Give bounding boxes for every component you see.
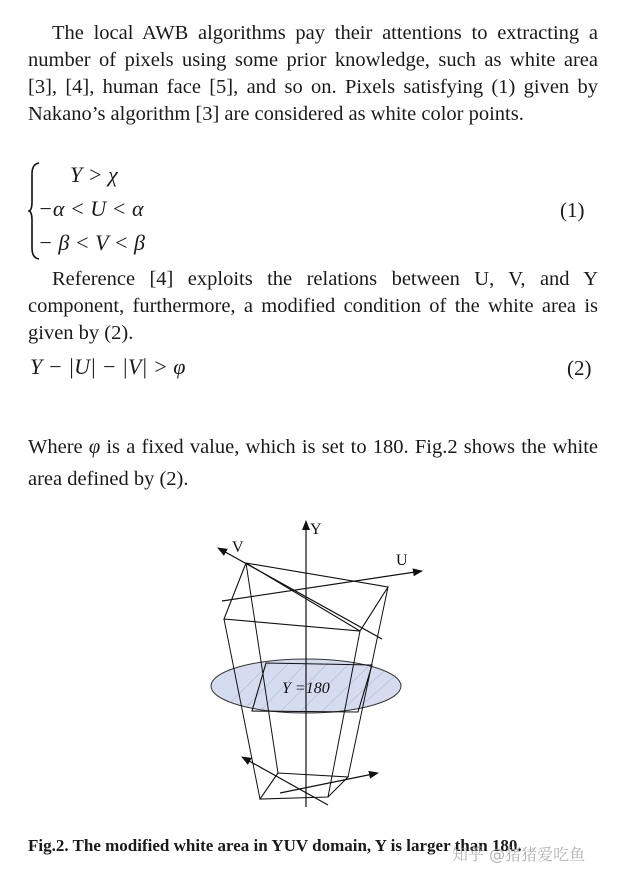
equation2-number: (2) <box>567 356 592 380</box>
paragraph3-before: Where <box>28 436 89 458</box>
plane-label: Y =180 <box>282 680 330 697</box>
figure-caption: Fig.2. The modified white area in YUV domain, Y is larger than 180. <box>28 836 522 855</box>
equation1-line3: − β < V < β <box>38 230 145 255</box>
phi-symbol: φ <box>88 436 101 458</box>
paragraph-reference4: Reference [4] exploits the relations between U, V, and Y component, furthermore, a modified condition of the white area is given by (2). <box>28 268 598 344</box>
yuv-white-area-figure <box>200 515 440 835</box>
equation2-expression: Y − |U| − |V| > φ <box>30 354 186 379</box>
equation1-number: (1) <box>560 198 585 222</box>
y-axis-label: Y <box>310 521 322 538</box>
paragraph-awb-intro: The local AWB algorithms pay their attentions to extracting a number of pixels using some prior knowledge, such as white area [3], [4], human face [5], and so on. Pixels satisfying (1) given by Nakano’s algorithm [3] are considered as white color points. <box>28 22 598 125</box>
equation1-line1: Y > χ <box>70 162 118 187</box>
paragraph-phi-definition <box>28 431 598 495</box>
paragraph3-after: is a fixed value, which is set to 180. Fig.2 shows the white area defined by (2). <box>28 436 599 490</box>
equation1-line2: −α < U < α <box>38 196 144 221</box>
u-axis-label: U <box>396 552 408 569</box>
watermark: 知乎 @猪猪爱吃鱼 <box>452 845 586 864</box>
v-axis-label: V <box>232 539 244 556</box>
bottom-square <box>260 773 348 799</box>
